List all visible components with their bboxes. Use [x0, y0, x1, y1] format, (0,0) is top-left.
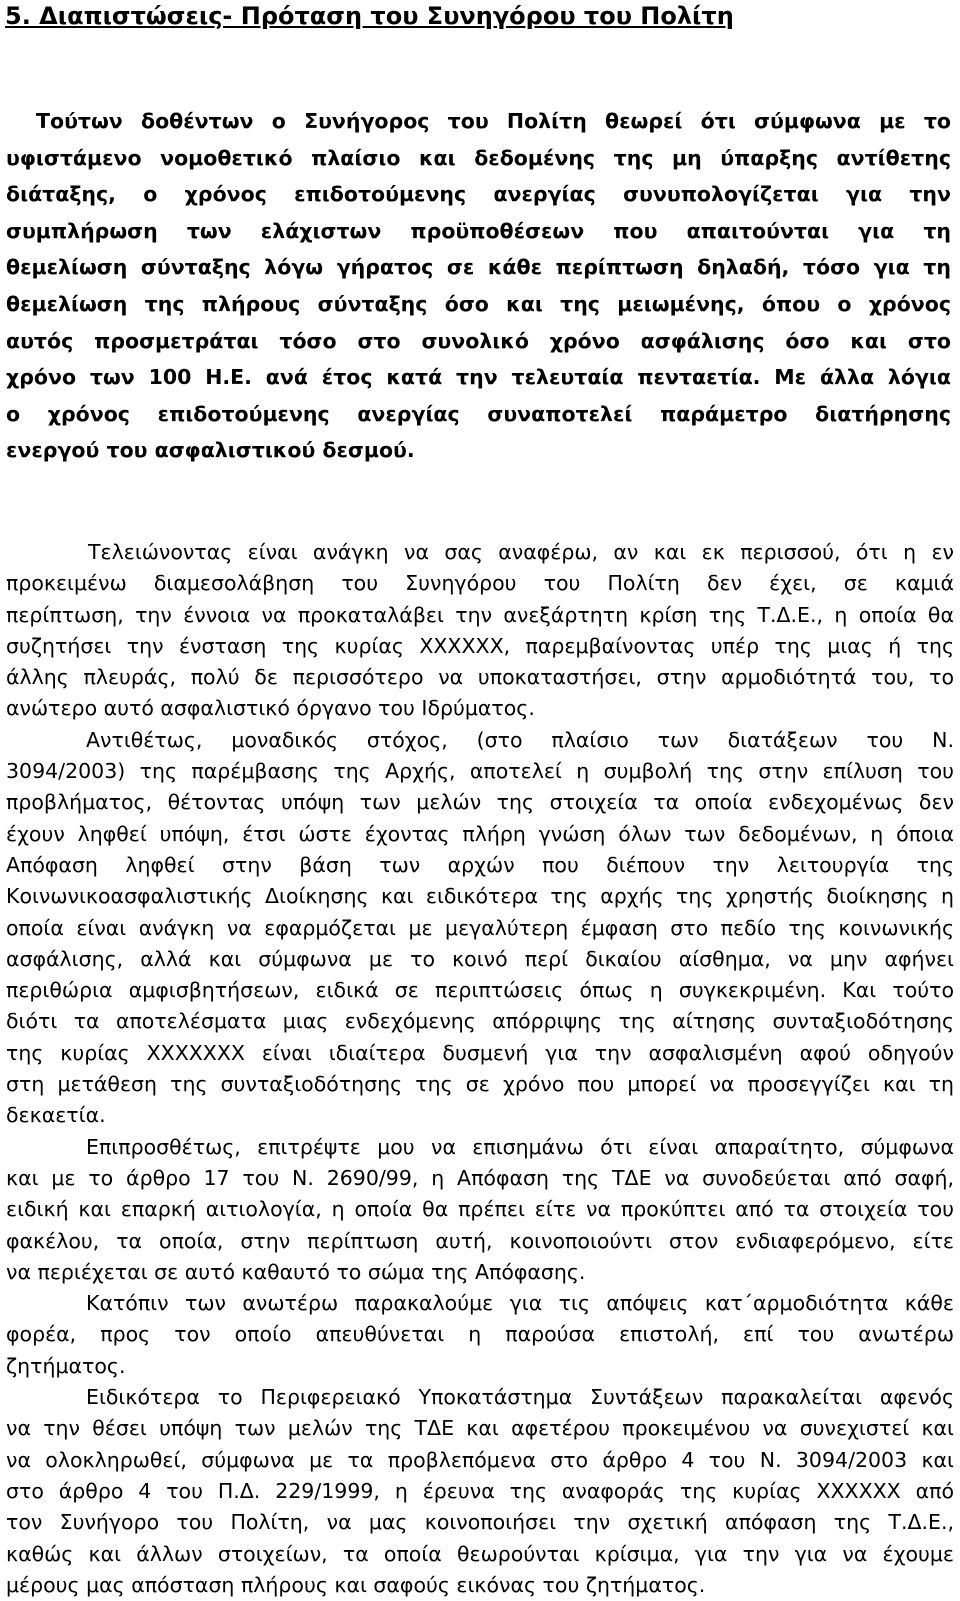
- paragraph-line: χρόνο των 100 Η.Ε. ανά έτος κατά την τελευταία πενταετία. Με άλλα λόγια: [6, 365, 951, 390]
- body-line: φακέλου, τα οποία, στην περίπτωση αυτή, κοινοποιούντι στον ενδιαφερόμενο, είτε: [6, 1228, 954, 1253]
- body-line: οποία είναι ανάγκη να εφαρμόζεται με μεγαλύτερη έμφαση στο πεδίο της κοινωνικής: [6, 915, 954, 940]
- body-line: Κοινωνικοασφαλιστικής Διοίκησης και ειδικότερα της αρχής της χρηστής διοίκησης η: [6, 884, 954, 909]
- body-line: δεκαετία.: [6, 1103, 106, 1128]
- body-line: Επιπροσθέτως, επιτρέψτε μου να επισημάνω ότι είναι απαραίτητο, σύμφωνα: [86, 1134, 954, 1159]
- body-line: τον Συνήγορο του Πολίτη, να μας κοινοποιήσει την σχετική απόφαση της Τ.Δ.Ε.,: [6, 1510, 954, 1535]
- paragraph-line: υφιστάμενο νομοθετικό πλαίσιο και δεδομένης της μη ύπαρξης αντίθετης: [6, 145, 951, 170]
- paragraph-line: αυτός προσμετράται τόσο στο συνολικό χρόνο ασφάλισης όσο και στο: [6, 328, 951, 353]
- body-line: Ειδικότερα το Περιφερειακό Υποκατάστημα Συντάξεων παρακαλείται αφενός: [86, 1385, 954, 1410]
- paragraph-line: συμπλήρωση των ελάχιστων προϋποθέσεων που απαιτούνται για τη: [6, 218, 951, 243]
- body-line: να την θέσει υπόψη των μελών της ΤΔΕ και αφετέρου προκειμένου να συνεχιστεί και: [6, 1416, 954, 1441]
- body-line: περιθώρια αμφισβητήσεων, ειδικά σε περιπτώσεις όπως η συγκεκριμένη. Και τούτο: [6, 978, 954, 1003]
- body-line: έχουν ληφθεί υπόψη, έτσι ώστε έχοντας πλήρη γνώση όλων των δεδομένων, η όποια: [6, 821, 954, 846]
- body-text: [6, 537, 954, 1601]
- body-line: ειδική και επαρκή αιτιολογία, η οποία θα πρέπει είτε να προκύπτει από τα στοιχεία του: [6, 1197, 954, 1222]
- bold-paragraph: [6, 103, 951, 469]
- body-line: συζητήσει την ένσταση της κυρίας ΧΧΧΧΧΧ, παρεμβαίνοντας υπέρ της μιας ή της: [6, 633, 954, 658]
- body-line: Αντιθέτως, μοναδικός στόχος, (στο πλαίσιο των διατάξεων του Ν.: [86, 727, 954, 752]
- paragraph-line: Τούτων δοθέντων ο Συνήγορος του Πολίτη θεωρεί ότι σύμφωνα με το: [36, 109, 951, 133]
- paragraph-line: ο χρόνος επιδοτούμενης ανεργίας συναποτελεί παράμετρο διατήρησης: [6, 401, 951, 426]
- body-line: της κυρίας ΧΧΧΧΧΧΧ είναι ιδιαίτερα δυσμενή για την ασφαλισμένη αφού οδηγούν: [6, 1040, 954, 1065]
- body-line: 3094/2003) της παρέμβασης της Αρχής, αποτελεί η συμβολή της στην επίλυση του: [6, 759, 954, 784]
- body-line: άλλης πλευράς, πολύ δε περισσότερο να υποκαταστήσει, στην αρμοδιότητά του, το: [6, 665, 954, 690]
- paragraph-line: διάταξης, ο χρόνος επιδοτούμενης ανεργίας συνυπολογίζεται για την: [6, 182, 951, 207]
- body-line: περίπτωση, την έννοια να προκαταλάβει την ανεξάρτητη κρίση της Τ.Δ.Ε., η οποία θα: [6, 602, 954, 627]
- body-line: ανώτερο αυτό ασφαλιστικό όργανο του Ιδρύματος.: [6, 696, 535, 721]
- body-line: φορέα, προς τον οποίο απευθύνεται η παρούσα επιστολή, επί του ανωτέρω: [6, 1322, 954, 1347]
- body-line: Τελειώνοντας είναι ανάγκη να σας αναφέρω, αν και εκ περισσού, ότι η εν: [88, 540, 954, 564]
- body-line: διότι τα αποτελέσματα μιας ενδεχόμενης απόρριψης της αίτησης συνταξιοδότησης: [6, 1009, 954, 1034]
- body-line: και με το άρθρο 17 του Ν. 2690/99, η Απόφαση της ΤΔΕ να συνοδεύεται από σαφή,: [6, 1165, 954, 1190]
- paragraph-line: θεμελίωση σύνταξης λόγω γήρατος σε κάθε περίπτωση δηλαδή, τόσο για τη: [6, 255, 951, 280]
- section-heading: 5. Διαπιστώσεις- Πρόταση του Συνηγόρου του Πολίτη: [5, 2, 734, 30]
- paragraph-line: θεμελίωση της πλήρους σύνταξης όσο και της μειωμένης, όπου ο χρόνος: [6, 291, 951, 316]
- body-line: μέρους μας απόσταση πλήρους και σαφούς εικόνας του ζητήματος.: [6, 1572, 706, 1597]
- body-line: Απόφαση ληφθεί στην βάση των αρχών που διέπουν την λειτουργία της: [6, 852, 954, 877]
- body-line: να περιέχεται σε αυτό καθαυτό το σώμα της Απόφασης.: [6, 1259, 586, 1284]
- body-line: Κατόπιν των ανωτέρω παρακαλούμε για τις απόψεις κατ΄αρμοδιότητα κάθε: [86, 1291, 954, 1316]
- body-line: προκειμένω διαμεσολάβηση του Συνηγόρου του Πολίτη δεν έχει, σε καμιά: [6, 571, 954, 596]
- body-line: ασφάλισης, αλλά και σύμφωνα με το κοινό περί δικαίου αίσθημα, να μην αφήνει: [6, 946, 954, 971]
- body-line: να ολοκληρωθεί, σύμφωνα με τα προβλεπόμενα στο άρθρο 4 του Ν. 3094/2003 και: [6, 1447, 954, 1472]
- body-line: στη μετάθεση της συνταξιοδότησης της σε χρόνο που μπορεί να προσεγγίζει και τη: [6, 1072, 954, 1097]
- body-line: στο άρθρο 4 του Π.Δ. 229/1999, η έρευνα της αναφοράς της κυρίας ΧΧΧΧΧΧ από: [6, 1478, 954, 1503]
- body-line: προβλήματος, θέτοντας υπόψη των μελών της στοιχεία τα οποία ενδεχομένως δεν: [6, 790, 954, 815]
- body-line: ζητήματος.: [6, 1353, 126, 1378]
- paragraph-line: ενεργού του ασφαλιστικού δεσμού.: [6, 438, 415, 463]
- body-line: καθώς και άλλων στοιχείων, τα οποία θεωρούνται κρίσιμα, για την για να έχουμε: [6, 1541, 954, 1566]
